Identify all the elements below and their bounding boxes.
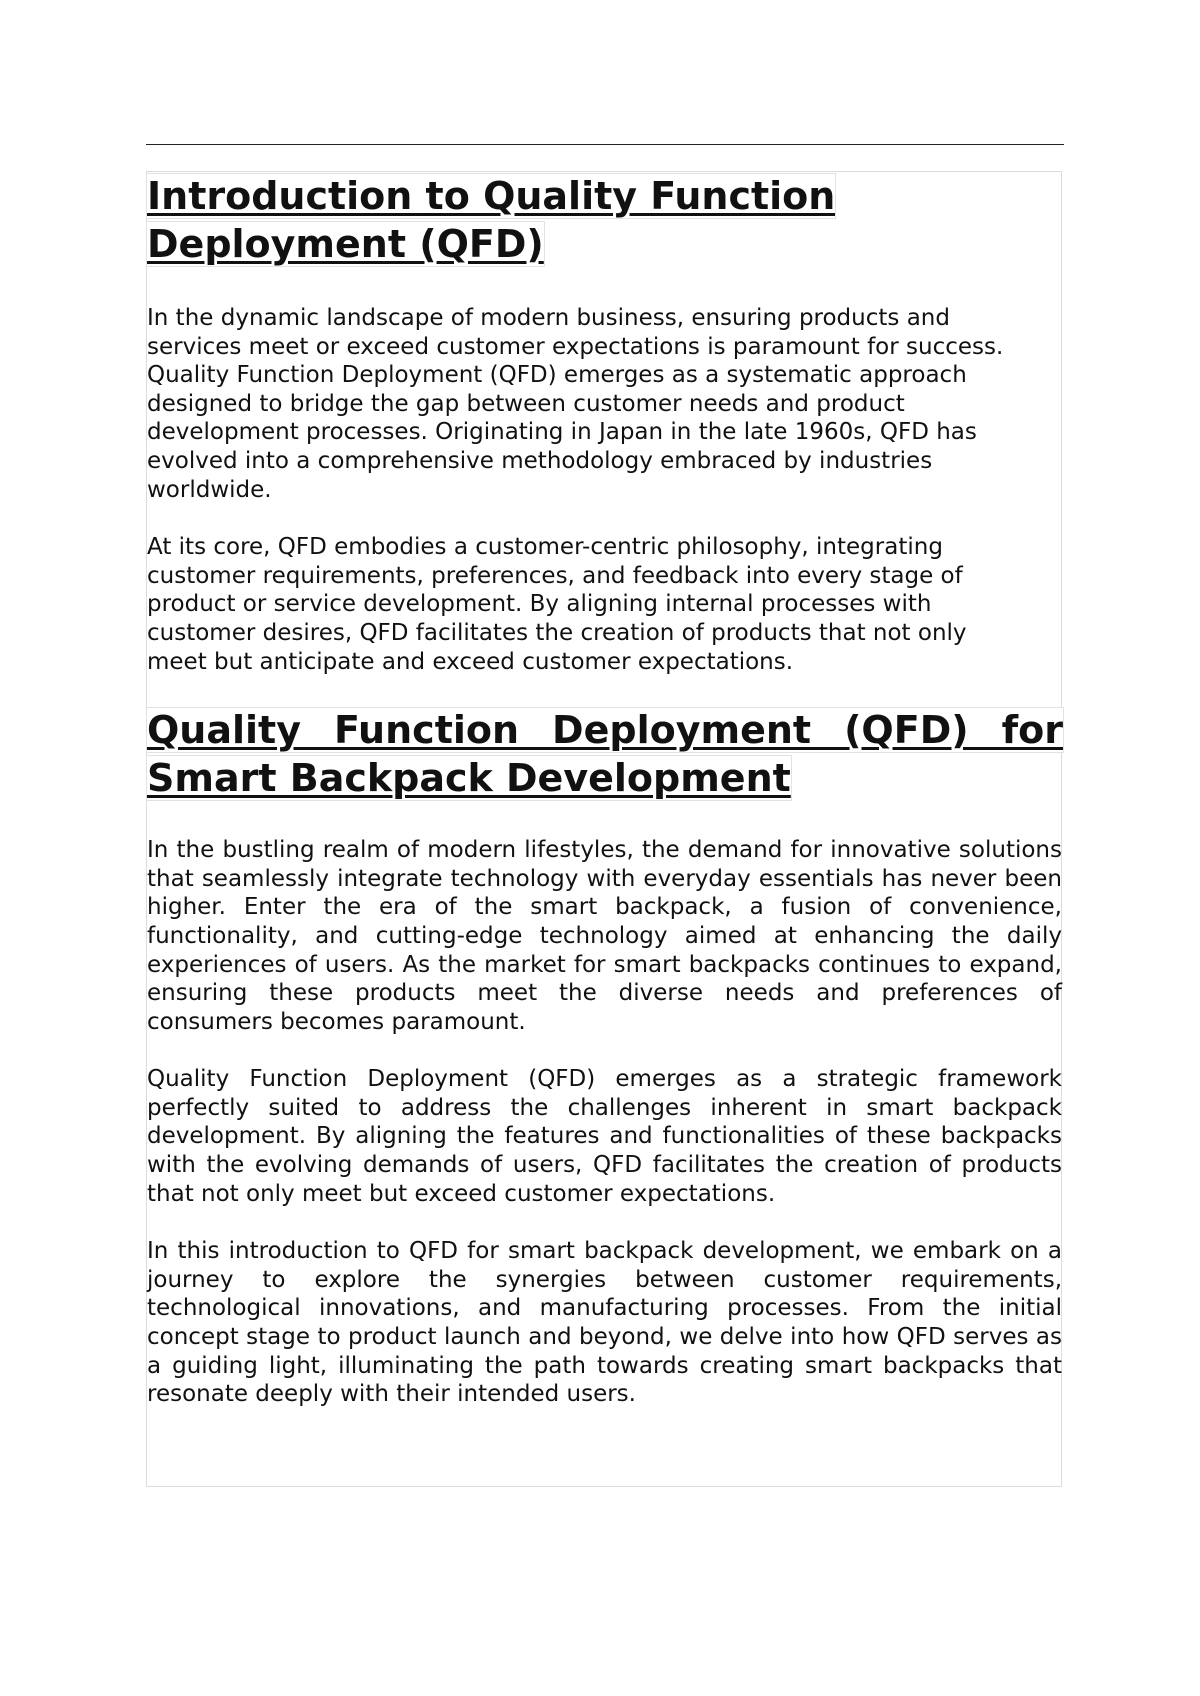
section-heading-smart-backpack: [147, 706, 1063, 802]
paragraph-intro-2: At its core, QFD embodies a customer-centric philosophy, integrating customer requirements, preferences, and feedback into every stage of product or service development. By aligning internal processes with customer desires, QFD facilitates the creation of products that not only meet but anticipate and exceed customer expectations.: [147, 534, 967, 675]
paragraph-backpack-2: Quality Function Deployment (QFD) emerges as a strategic framework perfectly suited to address the challenges inherent in smart backpack development. By aligning the features and functionalities of these backpacks with the evolving demands of users, QFD facilitates the creation of products that not only meet but exceed customer expectations.: [147, 1066, 1062, 1207]
section-heading-introduction: [147, 172, 907, 268]
paragraph-intro-1: In the dynamic landscape of modern business, ensuring products and services meet or exceed customer expectations is paramount for success. Quality Function Deployment (QFD) emerges as a systematic approach designed to bridge the gap between customer needs and product development processes. Originating in Japan in the late 1960s, QFD has evolved into a comprehensive methodology embraced by industries worldwide.: [147, 305, 1004, 503]
paragraph-backpack-3: In this introduction to QFD for smart backpack development, we embark on a journey to explore the synergies between customer requirements, technological innovations, and manufacturing processes. From the initial concept stage to product launch and beyond, we delve into how QFD serves as a guiding light, illuminating the path towards creating smart backpacks that resonate deeply with their intended users.: [147, 1238, 1062, 1408]
heading-text: Introduction to Quality Function Deployment (QFD): [147, 174, 836, 266]
paragraph-backpack-1: In the bustling realm of modern lifestyles, the demand for innovative solutions that seamlessly integrate technology with everyday essentials has never been higher. Enter the era of the smart backpack, a fusion of convenience, functionality, and cutting-edge technology aimed at enhancing the daily experiences of users. As the market for smart backpacks continues to expand, ensuring these products meet the diverse needs and preferences of consumers becomes paramount.: [147, 837, 1062, 1035]
header-rule: [146, 144, 1064, 145]
heading-text: Quality Function Deployment (QFD) for Smart Backpack Development: [147, 708, 1063, 801]
document-body: [147, 172, 1063, 1438]
